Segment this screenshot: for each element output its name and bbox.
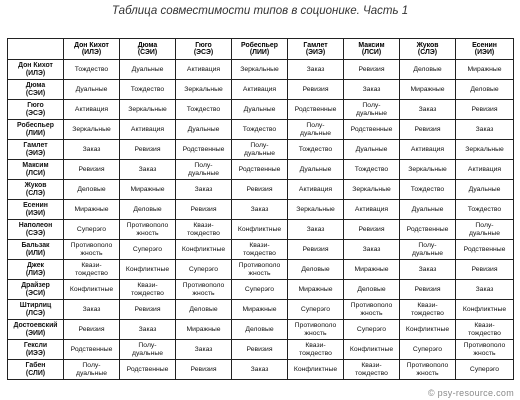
relation-cell: Суперэго — [288, 300, 344, 320]
row-header: Наполеон (СЭЭ) — [8, 220, 64, 240]
row-header: Дон Кихот (ИЛЭ) — [8, 60, 64, 80]
relation-cell: Миражные — [400, 80, 456, 100]
relation-cell: Родственные — [288, 100, 344, 120]
relation-cell: Активация — [400, 140, 456, 160]
relation-cell: Квази- тождество — [176, 220, 232, 240]
row-header: Гюго (ЭСЭ) — [8, 100, 64, 120]
relation-cell: Зеркальные — [64, 120, 120, 140]
relation-cell: Ревизия — [400, 280, 456, 300]
relation-cell: Ревизия — [232, 340, 288, 360]
row-header: Есенин (ИЭИ) — [8, 200, 64, 220]
page-title: Таблица совместимости типов в соционике. Часть 1 — [111, 5, 409, 17]
row-header: Гексли (ИЭЭ) — [8, 340, 64, 360]
relation-cell: Зеркальные — [120, 100, 176, 120]
relation-cell: Родственные — [176, 140, 232, 160]
relation-cell: Родственные — [120, 360, 176, 380]
row-header: Достоевский (ЭИИ) — [8, 320, 64, 340]
relation-cell: Полу- дуальные — [456, 220, 514, 240]
relation-cell: Ревизия — [344, 60, 400, 80]
row-header: Штирлиц (ЛСЭ) — [8, 300, 64, 320]
relation-cell: Миражные — [456, 60, 514, 80]
relation-cell: Противополо жность — [120, 220, 176, 240]
relation-cell: Конфликтные — [344, 340, 400, 360]
relation-cell: Заказ — [400, 100, 456, 120]
relation-cell: Заказ — [120, 160, 176, 180]
relation-cell: Активация — [456, 160, 514, 180]
relation-cell: Противополо жность — [64, 240, 120, 260]
table-row — [8, 60, 514, 80]
relation-cell: Суперэго — [232, 280, 288, 300]
relation-cell: Дуальные — [176, 120, 232, 140]
relation-cell: Миражные — [64, 200, 120, 220]
relation-cell: Заказ — [344, 80, 400, 100]
relation-cell: Конфликтные — [288, 360, 344, 380]
relation-cell: Заказ — [176, 180, 232, 200]
row-header: Жуков (СЛЭ) — [8, 180, 64, 200]
relation-cell: Квази- тождество — [288, 340, 344, 360]
relation-cell: Заказ — [64, 300, 120, 320]
table-row — [8, 160, 514, 180]
relation-cell: Ревизия — [288, 240, 344, 260]
relation-cell: Ревизия — [176, 200, 232, 220]
relation-cell: Заказ — [288, 220, 344, 240]
relation-cell: Ревизия — [456, 260, 514, 280]
row-header: Дюма (СЭИ) — [8, 80, 64, 100]
relation-cell: Суперэго — [400, 340, 456, 360]
corner-cell — [8, 39, 64, 60]
row-header: Габен (СЛИ) — [8, 360, 64, 380]
relation-cell: Противополо жность — [288, 320, 344, 340]
table-row — [8, 300, 514, 320]
relation-cell: Конфликтные — [232, 220, 288, 240]
relation-cell: Конфликтные — [64, 280, 120, 300]
row-header: Джек (ЛИЭ) — [8, 260, 64, 280]
relation-cell: Дуальные — [288, 160, 344, 180]
relation-cell: Полу- дуальные — [344, 100, 400, 120]
relation-cell: Деловые — [344, 280, 400, 300]
relation-cell: Полу- дуальные — [120, 340, 176, 360]
relation-cell: Ревизия — [288, 80, 344, 100]
table-row — [8, 200, 514, 220]
relation-cell: Родственные — [232, 160, 288, 180]
relation-cell: Дуальные — [232, 100, 288, 120]
relation-cell: Конфликтные — [400, 320, 456, 340]
relation-cell: Противополо жность — [232, 260, 288, 280]
table-row — [8, 80, 514, 100]
relation-cell: Активация — [344, 200, 400, 220]
column-header: Гюго (ЭСЭ) — [176, 39, 232, 60]
relation-cell: Ревизия — [176, 360, 232, 380]
relation-cell: Тождество — [344, 160, 400, 180]
relation-cell: Квази- тождество — [64, 260, 120, 280]
relation-cell: Зеркальные — [344, 180, 400, 200]
watermark: © psy-resource.com — [427, 388, 514, 398]
relation-cell: Тождество — [288, 140, 344, 160]
relation-cell: Активация — [64, 100, 120, 120]
relation-cell: Квази- тождество — [400, 300, 456, 320]
row-header: Робеспьер (ЛИИ) — [8, 120, 64, 140]
table-row — [8, 100, 514, 120]
table-row — [8, 140, 514, 160]
column-header: Дюма (СЭИ) — [120, 39, 176, 60]
relation-cell: Ревизия — [120, 300, 176, 320]
relation-cell: Противополо жность — [456, 340, 514, 360]
relation-cell: Тождество — [64, 60, 120, 80]
relation-cell: Полу- дуальные — [176, 160, 232, 180]
table-row — [8, 220, 514, 240]
relation-cell: Тождество — [176, 100, 232, 120]
relation-cell: Миражные — [120, 180, 176, 200]
row-header: Драйзер (ЭСИ) — [8, 280, 64, 300]
relation-cell: Противополо жность — [176, 280, 232, 300]
relation-cell: Активация — [288, 180, 344, 200]
relation-cell: Родственные — [344, 120, 400, 140]
relation-cell: Активация — [120, 120, 176, 140]
relation-cell: Противополо жность — [400, 360, 456, 380]
relation-cell: Зеркальные — [176, 80, 232, 100]
relation-cell: Дуальные — [456, 180, 514, 200]
column-header: Жуков (СЛЭ) — [400, 39, 456, 60]
relation-cell: Родственные — [64, 340, 120, 360]
relation-cell: Деловые — [456, 80, 514, 100]
relation-cell: Конфликтные — [120, 260, 176, 280]
row-header: Бальзак (ИЛИ) — [8, 240, 64, 260]
table-row — [8, 240, 514, 260]
compatibility-table — [7, 38, 514, 380]
relation-cell: Заказ — [288, 60, 344, 80]
column-header: Дон Кихот (ИЛЭ) — [64, 39, 120, 60]
relation-cell: Заказ — [232, 200, 288, 220]
relation-cell: Активация — [176, 60, 232, 80]
relation-cell: Дуальные — [344, 140, 400, 160]
relation-cell: Деловые — [232, 320, 288, 340]
relation-cell: Зеркальные — [400, 160, 456, 180]
relation-cell: Деловые — [400, 60, 456, 80]
relation-cell: Квази- тождество — [344, 360, 400, 380]
relation-cell: Тождество — [400, 180, 456, 200]
relation-cell: Ревизия — [120, 140, 176, 160]
relation-cell: Полу- дуальные — [64, 360, 120, 380]
table-row — [8, 260, 514, 280]
relation-cell: Деловые — [120, 200, 176, 220]
relation-cell: Заказ — [400, 260, 456, 280]
relation-cell: Тождество — [232, 120, 288, 140]
table-row — [8, 340, 514, 360]
relation-cell: Деловые — [64, 180, 120, 200]
relation-cell: Конфликтные — [456, 300, 514, 320]
table-body — [8, 60, 514, 380]
table-row — [8, 360, 514, 380]
table-row — [8, 180, 514, 200]
relation-cell: Суперэго — [120, 240, 176, 260]
relation-cell: Тождество — [120, 80, 176, 100]
relation-cell: Дуальные — [64, 80, 120, 100]
relation-cell: Ревизия — [400, 120, 456, 140]
relation-cell: Миражные — [344, 260, 400, 280]
relation-cell: Полу- дуальные — [288, 120, 344, 140]
relation-cell: Заказ — [456, 120, 514, 140]
relation-cell: Ревизия — [64, 320, 120, 340]
relation-cell: Заказ — [176, 340, 232, 360]
relation-cell: Ревизия — [344, 220, 400, 240]
relation-cell: Заказ — [344, 240, 400, 260]
relation-cell: Зеркальные — [232, 60, 288, 80]
relation-cell: Конфликтные — [176, 240, 232, 260]
relation-cell: Полу- дуальные — [232, 140, 288, 160]
table-row — [8, 280, 514, 300]
relation-cell: Суперэго — [456, 360, 514, 380]
relation-cell: Дуальные — [400, 200, 456, 220]
table-row — [8, 120, 514, 140]
column-header: Есенин (ИЭИ) — [456, 39, 514, 60]
relation-cell: Заказ — [64, 140, 120, 160]
relation-cell: Зеркальные — [288, 200, 344, 220]
relation-cell: Заказ — [232, 360, 288, 380]
row-header: Гамлет (ЭИЭ) — [8, 140, 64, 160]
relation-cell: Полу- дуальные — [400, 240, 456, 260]
table-row — [8, 320, 514, 340]
column-header: Гамлет (ЭИЭ) — [288, 39, 344, 60]
relation-cell: Зеркальные — [456, 140, 514, 160]
relation-cell: Квази- тождество — [232, 240, 288, 260]
relation-cell: Суперэго — [64, 220, 120, 240]
relation-cell: Деловые — [288, 260, 344, 280]
relation-cell: Миражные — [288, 280, 344, 300]
relation-cell: Дуальные — [120, 60, 176, 80]
header-row — [8, 39, 514, 60]
column-header: Робеспьер (ЛИИ) — [232, 39, 288, 60]
relation-cell: Заказ — [456, 280, 514, 300]
relation-cell: Суперэго — [176, 260, 232, 280]
relation-cell: Родственные — [400, 220, 456, 240]
relation-cell: Деловые — [176, 300, 232, 320]
column-header: Максим (ЛСИ) — [344, 39, 400, 60]
relation-cell: Ревизия — [456, 100, 514, 120]
relation-cell: Тождество — [456, 200, 514, 220]
relation-cell: Заказ — [120, 320, 176, 340]
relation-cell: Родственные — [456, 240, 514, 260]
relation-cell: Миражные — [176, 320, 232, 340]
relation-cell: Ревизия — [64, 160, 120, 180]
relation-cell: Противополо жность — [344, 300, 400, 320]
relation-cell: Суперэго — [344, 320, 400, 340]
relation-cell: Активация — [232, 80, 288, 100]
relation-cell: Миражные — [232, 300, 288, 320]
row-header: Максим (ЛСИ) — [8, 160, 64, 180]
relation-cell: Ревизия — [232, 180, 288, 200]
relation-cell: Квази- тождество — [456, 320, 514, 340]
relation-cell: Квази- тождество — [120, 280, 176, 300]
